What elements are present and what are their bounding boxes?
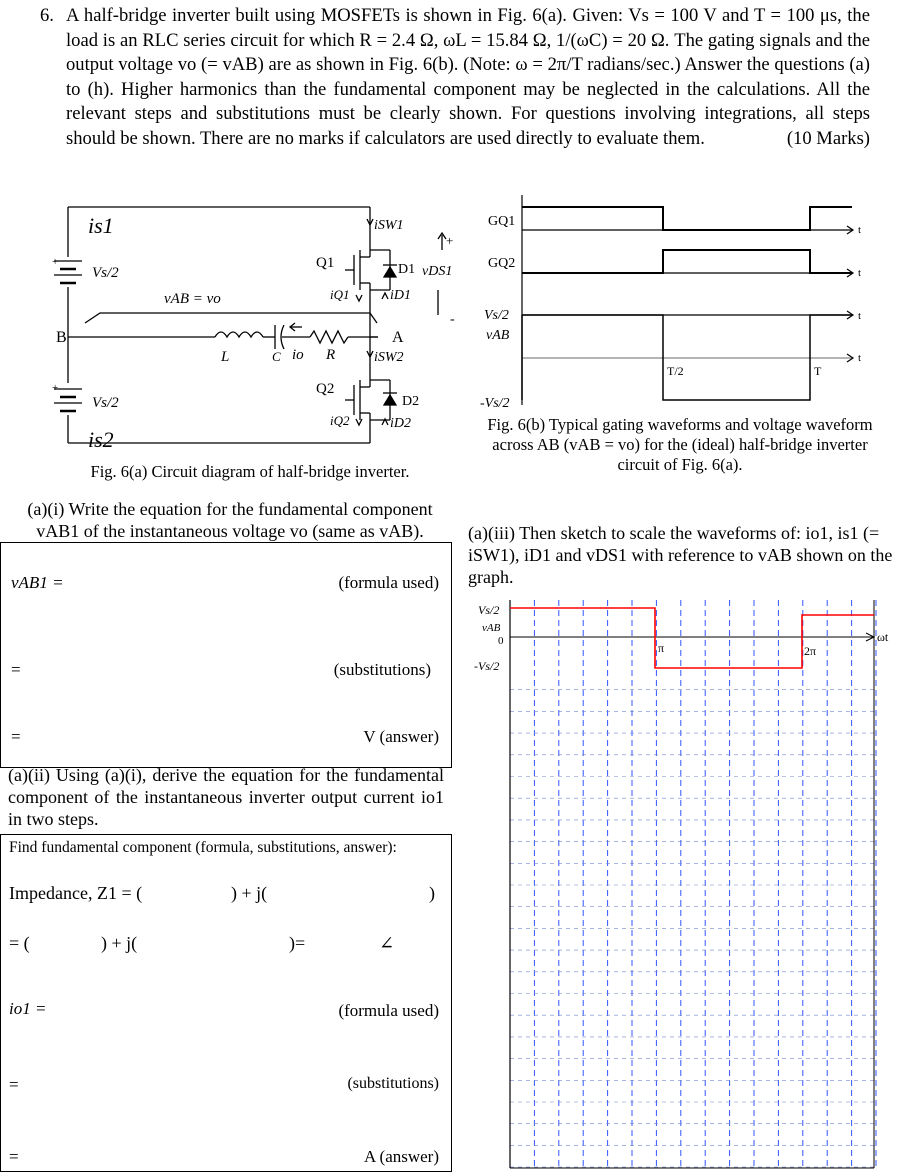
label-t-full: T: [814, 364, 822, 378]
gating-waveforms: [480, 195, 880, 410]
substitutions-label-2: (substitutions): [347, 1075, 439, 1092]
label-is2: is2: [88, 427, 114, 452]
graph-vs2: Vs/2: [478, 603, 500, 617]
graph-pi: π: [658, 641, 665, 655]
label-capacitor: C: [272, 349, 281, 364]
line2-mid: ) + j(: [101, 933, 138, 953]
formula-label-2: (formula used): [338, 1001, 439, 1020]
part-a-i-prompt: (a)(i) Write the equation for the fundamental component vAB1 of the instantaneous voltage vo (same as vAB).: [27, 499, 433, 541]
sketch-graph[interactable]: [462, 600, 892, 1170]
label-t2: t: [858, 267, 862, 279]
label-id2: iD2: [390, 416, 411, 431]
graph-two-pi: 2π: [804, 644, 817, 658]
label-gq1: GQ1: [488, 214, 516, 229]
grid-vertical-lines: [534, 600, 876, 1168]
answer-label-2: A (answer): [363, 1147, 439, 1166]
impedance-lhs: Impedance, Z1 = (: [9, 883, 143, 903]
label-d1: D1: [398, 262, 416, 277]
label-t4: t: [858, 352, 862, 364]
label-t1: t: [858, 224, 862, 236]
question-marks: (10 Marks): [786, 127, 870, 149]
eq-sign-1: =: [11, 660, 21, 679]
label-inductor: L: [221, 349, 230, 365]
label-q2: Q2: [316, 381, 335, 397]
question-block: [40, 4, 870, 151]
label-iq2: iQ2: [330, 413, 350, 428]
grid-horizontal-lines: [510, 690, 874, 1167]
label-vds1-plus: +: [446, 233, 454, 248]
impedance-mid: ) + j(: [231, 883, 268, 903]
angle-symbol: ∠: [379, 933, 395, 953]
answer-label: V (answer): [363, 727, 439, 746]
formula-label: (formula used): [338, 573, 439, 592]
label-vs2: Vs/2: [484, 308, 509, 323]
graph-zero: 0: [498, 635, 504, 647]
label-vab: vAB = vo: [164, 291, 221, 307]
label-gq2: GQ2: [488, 256, 516, 271]
label-vab-b: vAB: [486, 328, 510, 343]
label-io: io: [292, 347, 304, 363]
line2-open: = (: [9, 933, 30, 953]
label-neg-vs2: -Vs/2: [480, 396, 510, 410]
label-iq1: iQ1: [330, 287, 350, 302]
eq-sign-3: =: [9, 1075, 19, 1094]
label-vs-half-top: Vs/2: [92, 265, 119, 281]
label-vs-half-bot: Vs/2: [92, 395, 119, 411]
label-id1: iD1: [390, 288, 411, 303]
label-t3: t: [858, 310, 862, 322]
label-node-a: A: [392, 329, 404, 346]
question-text: A half-bridge inverter built using MOSFETs is shown in Fig. 6(a). Given: Vs = 100 V and T = 100 μs, the load is an RLC series circuit for which R = 2.4 Ω, ωL = 15.84 Ω, 1/(ωC) = 20 Ω. The gating signals and the output voltage vo (= vAB) are as shown in Fig. 6(b). (Note: ω = 2π/T radians/sec.) Answer the questions (a) to (h). Higher harmonics than the fundamental component may be neglected in the calculations. All the relevant steps and substitutions must be clearly shown. For questions involving integrations, all steps should be shown. There are no marks if calculators are used directly to evaluate them.: [66, 5, 870, 149]
label-vds1: vDS1: [422, 264, 453, 279]
graph-neg-vs2: -Vs/2: [474, 659, 500, 673]
label-isw2: iSW2: [374, 350, 404, 365]
label-isw1: iSW1: [374, 218, 404, 233]
eq-sign-4: =: [9, 1147, 19, 1166]
label-d2: D2: [402, 394, 420, 409]
label-vds1-minus: -: [450, 312, 455, 327]
label-t-half: T/2: [667, 364, 684, 378]
fig-a-caption: Fig. 6(a) Circuit diagram of half-bridge inverter.: [90, 462, 410, 481]
part-a-ii-prompt: (a)(ii) Using (a)(i), derive the equation for the fundamental component of the instantaneous inverter output current io1 in two steps.: [8, 765, 444, 829]
label-plus-top: +: [52, 256, 59, 268]
question-number: 6.: [40, 5, 54, 26]
vab-reference-waveform: [510, 608, 874, 668]
vab1-lhs: vAB1 =: [11, 573, 64, 592]
label-node-b: B: [56, 329, 67, 346]
answer-box-a-i[interactable]: [0, 542, 452, 768]
graph-vab: vAB: [482, 622, 501, 634]
substitutions-label: (substitutions): [333, 660, 431, 679]
box-title: Find fundamental component (formula, substitutions, answer):: [9, 839, 397, 856]
label-plus-bot: +: [52, 382, 59, 394]
label-q1: Q1: [316, 255, 335, 271]
fig-b-caption: Fig. 6(b) Typical gating waveforms and voltage waveform across AB (vAB = vo) for the (ideal) half-bridge inverter circuit of Fig. 6(a).: [487, 415, 873, 474]
label-resistor: R: [326, 347, 336, 363]
impedance-end: ): [429, 883, 435, 903]
eq-sign-2: =: [11, 727, 21, 746]
graph-wt: ωt: [877, 630, 889, 644]
line2-eq: )=: [289, 933, 306, 953]
answer-box-a-ii[interactable]: [0, 834, 452, 1172]
part-a-iii-prompt: (a)(iii) Then sketch to scale the waveforms of: io1, is1 (= iSW1), iD1 and vDS1 with reference to vAB shown on the graph.: [468, 523, 893, 587]
label-is1: is1: [88, 213, 114, 238]
circuit-diagram: [40, 195, 480, 460]
io1-lhs: io1 =: [9, 999, 47, 1018]
